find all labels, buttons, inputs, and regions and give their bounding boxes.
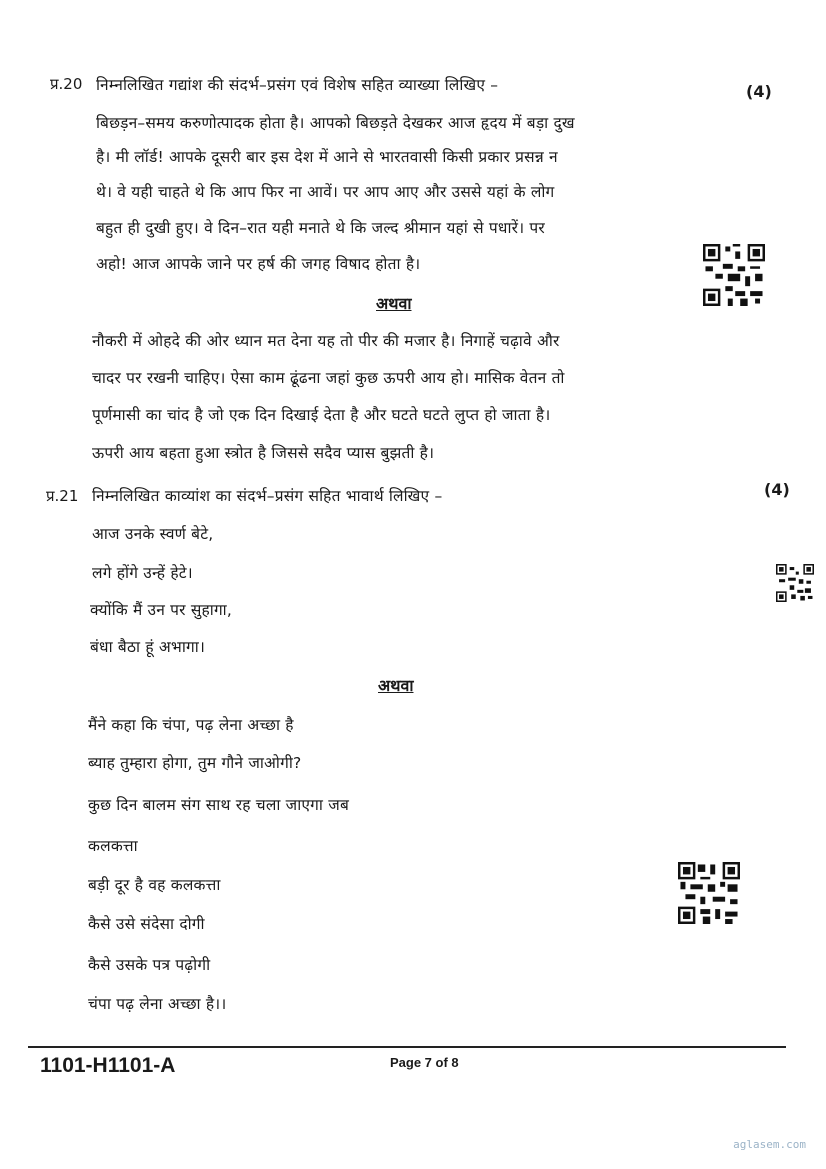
q21-or-heading: अथवा <box>378 676 414 695</box>
question-21-instruction: निम्नलिखित काव्यांश का संदर्भ–प्रसंग सहित भावार्थ लिखिए – <box>92 487 443 505</box>
q20-passage1-line: अहो! आज आपके जाने पर हर्ष की जगह विषाद होता है। <box>96 255 421 273</box>
q20-passage1-line: थे। वे यही चाहते थे कि आप फिर ना आवें। पर आप आए और उससे यहां के लोग <box>96 183 555 201</box>
q21-poem2-line: ब्याह तुम्हारा होगा, तुम गौने जाओगी? <box>88 754 302 772</box>
q20-passage1-line: बहुत ही दुखी हुए। वे दिन–रात यही मनाते थे कि जल्द श्रीमान यहां से पधारें। पर <box>96 219 545 237</box>
q20-passage1-line: है। मी लॉर्ड! आपके दूसरी बार इस देश में आने से भारतवासी किसी प्रकार प्रसन्न न <box>96 148 558 166</box>
q21-poem1-line: बंधा बैठा हूं अभागा। <box>90 638 206 656</box>
qr-code-bottom-icon <box>678 862 740 924</box>
q21-poem2-line: मैंने कहा कि चंपा, पढ़ लेना अच्छा है <box>88 716 294 734</box>
footer-divider <box>28 1046 786 1048</box>
qr-code-icon <box>703 244 765 306</box>
q20-passage2-line: नौकरी में ओहदे की ओर ध्यान मत देना यह तो पीर की मजार है। निगाहें चढ़ावे और <box>92 332 560 350</box>
watermark-text: aglasem.com <box>733 1138 806 1151</box>
q21-poem2-line: कैसे उसे संदेसा दोगी <box>88 915 205 933</box>
question-20-instruction: निम्नलिखित गद्यांश की संदर्भ–प्रसंग एवं विशेष सहित व्याख्या लिखिए – <box>96 76 499 94</box>
q21-poem2-line: चंपा पढ़ लेना अच्छा है।। <box>88 995 227 1013</box>
question-20-marks: (4) <box>746 82 772 101</box>
q20-passage2-line: ऊपरी आय बहता हुआ स्त्रोत है जिससे सदैव प्यास बुझती है। <box>92 444 435 462</box>
q21-poem1-line: आज उनके स्वर्ण बेटे, <box>92 525 214 543</box>
q21-poem2-line: कलकत्ता <box>88 837 138 855</box>
q20-passage2-line: पूर्णमासी का चांद है जो एक दिन दिखाई देता है और घटते घटते लुप्त हो जाता है। <box>92 406 551 424</box>
q20-passage1-line: बिछड़न–समय करुणोत्पादक होता है। आपको बिछड़ते देखकर आज हृदय में बड़ा दुख <box>96 114 575 132</box>
paper-code: 1101-H1101-A <box>40 1054 176 1077</box>
q21-poem2-line: बड़ी दूर है वह कलकत्ता <box>88 876 221 894</box>
qr-code-small-icon <box>776 564 814 602</box>
question-20-number: प्र.20 <box>50 75 83 93</box>
q21-poem2-line: कुछ दिन बालम संग साथ रह चला जाएगा जब <box>88 796 349 814</box>
q20-or-heading: अथवा <box>376 294 412 313</box>
q21-poem1-line: क्योंकि मैं उन पर सुहागा, <box>90 601 233 619</box>
question-21-number: प्र.21 <box>46 487 79 505</box>
q21-poem2-line: कैसे उसके पत्र पढ़ोगी <box>88 956 211 974</box>
q21-poem1-line: लगे होंगे उन्हें हेटे। <box>92 564 193 582</box>
q20-passage2-line: चादर पर रखनी चाहिए। ऐसा काम ढूंढना जहां कुछ ऊपरी आय हो। मासिक वेतन तो <box>92 369 565 387</box>
question-21-marks: (4) <box>764 480 790 499</box>
page-number: Page 7 of 8 <box>390 1055 459 1070</box>
